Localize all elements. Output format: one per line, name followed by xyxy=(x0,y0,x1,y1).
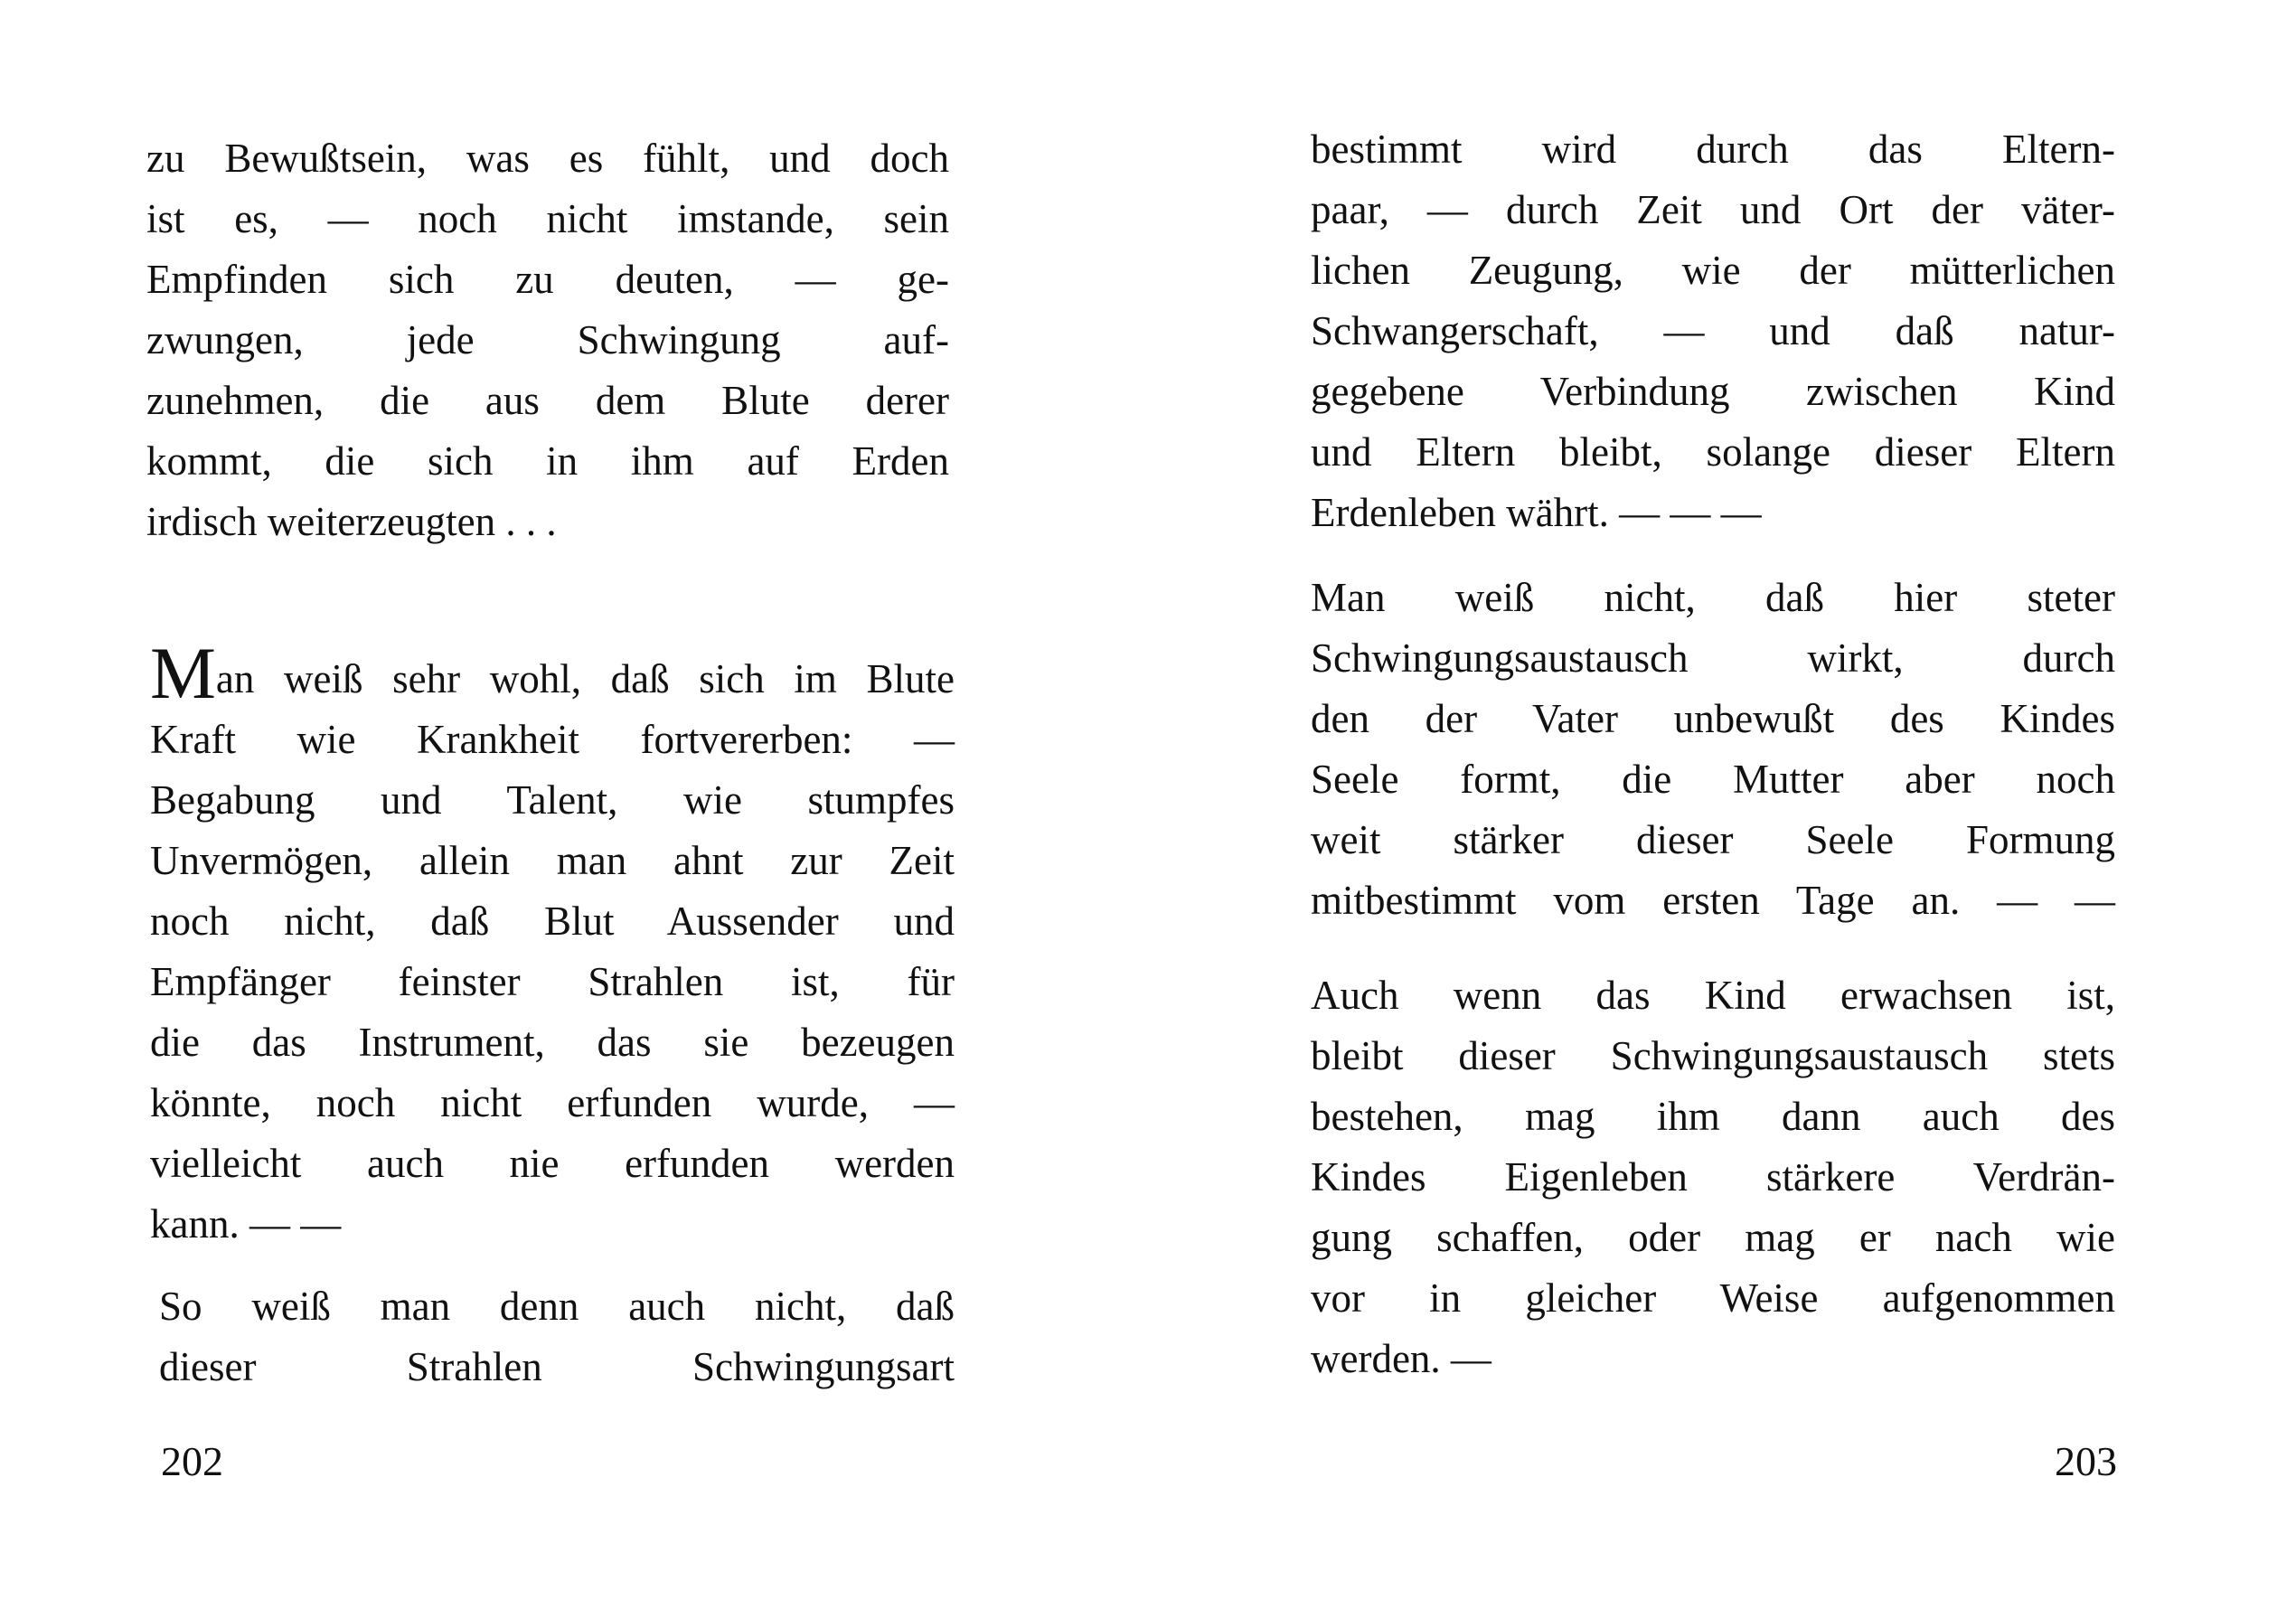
text-line: dieser Strahlen Schwingungsart xyxy=(159,1344,955,1389)
right-paragraph-2 xyxy=(1311,568,2115,931)
text-line: Kindes Eigenleben stärkere Verdrän- xyxy=(1311,1154,2115,1200)
text-line: noch nicht, daß Blut Aussender und xyxy=(150,899,955,944)
text-line: vor in gleicher Weise aufgenommen xyxy=(1311,1275,2115,1321)
text-line: und Eltern bleibt, solange dieser Eltern xyxy=(1311,429,2115,475)
left-paragraph-1 xyxy=(146,128,949,552)
text-line: bleibt dieser Schwingungsaustausch stets xyxy=(1311,1033,2115,1078)
text-line: gung schaffen, oder mag er nach wie xyxy=(1311,1215,2115,1260)
drop-cap: M xyxy=(150,632,216,714)
right-paragraph-1 xyxy=(1311,119,2115,543)
text-line: den der Vater unbewußt des Kindes xyxy=(1311,696,2115,741)
text-line: irdisch weiterzeugten . . . xyxy=(146,499,557,544)
text-line: lichen Zeugung, wie der mütterlichen xyxy=(1311,248,2115,293)
text-line: So weiß man denn auch nicht, daß xyxy=(159,1284,955,1329)
text-line: kann. — — xyxy=(150,1201,342,1247)
text-line: paar, — durch Zeit und Ort der väter- xyxy=(1311,187,2115,232)
text-line: Empfänger feinster Strahlen ist, für xyxy=(150,959,955,1004)
text-line: Erdenleben währt. — — — xyxy=(1311,490,1762,535)
text-line: bestimmt wird durch das Eltern- xyxy=(1311,127,2115,172)
page-number: 202 xyxy=(161,1438,223,1484)
page-number: 203 xyxy=(2055,1438,2117,1484)
text-line: zu Bewußtsein, was es fühlt, und doch xyxy=(146,136,949,181)
text-line: zunehmen, die aus dem Blute derer xyxy=(146,378,949,423)
text-line: kommt, die sich in ihm auf Erden xyxy=(146,438,949,484)
text-line-rest: an weiß sehr wohl, daß sich im Blute xyxy=(215,656,955,701)
text-line: Schwangerschaft, — und daß natur- xyxy=(1311,308,2115,353)
text-line: zwungen, jede Schwingung auf- xyxy=(146,317,949,362)
text-line: ist es, — noch nicht imstande, sein xyxy=(146,196,949,241)
left-paragraph-2 xyxy=(150,632,955,1255)
text-line: Kraft wie Krankheit fortvererben: — xyxy=(150,717,955,762)
text-line: bestehen, mag ihm dann auch des xyxy=(1311,1094,2115,1139)
left-paragraph-3 xyxy=(159,1276,955,1397)
text-line: könnte, noch nicht erfunden wurde, — xyxy=(150,1080,955,1125)
text-line: Schwingungsaustausch wirkt, durch xyxy=(1311,635,2115,681)
text-line: Seele formt, die Mutter aber noch xyxy=(1311,757,2115,802)
text-line: die das Instrument, das sie bezeugen xyxy=(150,1020,955,1065)
text-line: mitbestimmt vom ersten Tage an. — — xyxy=(1311,878,2115,923)
text-line: weit stärker dieser Seele Formung xyxy=(1311,817,2115,862)
right-page xyxy=(1148,0,2296,1609)
right-paragraph-3 xyxy=(1311,965,2115,1389)
text-line: Auch wenn das Kind erwachsen ist, xyxy=(1311,973,2115,1018)
text-line: Begabung und Talent, wie stumpfes xyxy=(150,777,955,823)
text-line-first xyxy=(150,632,955,714)
text-line: gegebene Verbindung zwischen Kind xyxy=(1311,369,2115,414)
text-line: werden. — xyxy=(1311,1336,1491,1381)
text-line: vielleicht auch nie erfunden werden xyxy=(150,1141,955,1186)
text-line: Unvermögen, allein man ahnt zur Zeit xyxy=(150,838,955,883)
text-line: Man weiß nicht, daß hier steter xyxy=(1311,575,2115,620)
text-line: Empfinden sich zu deuten, — ge- xyxy=(146,257,949,302)
